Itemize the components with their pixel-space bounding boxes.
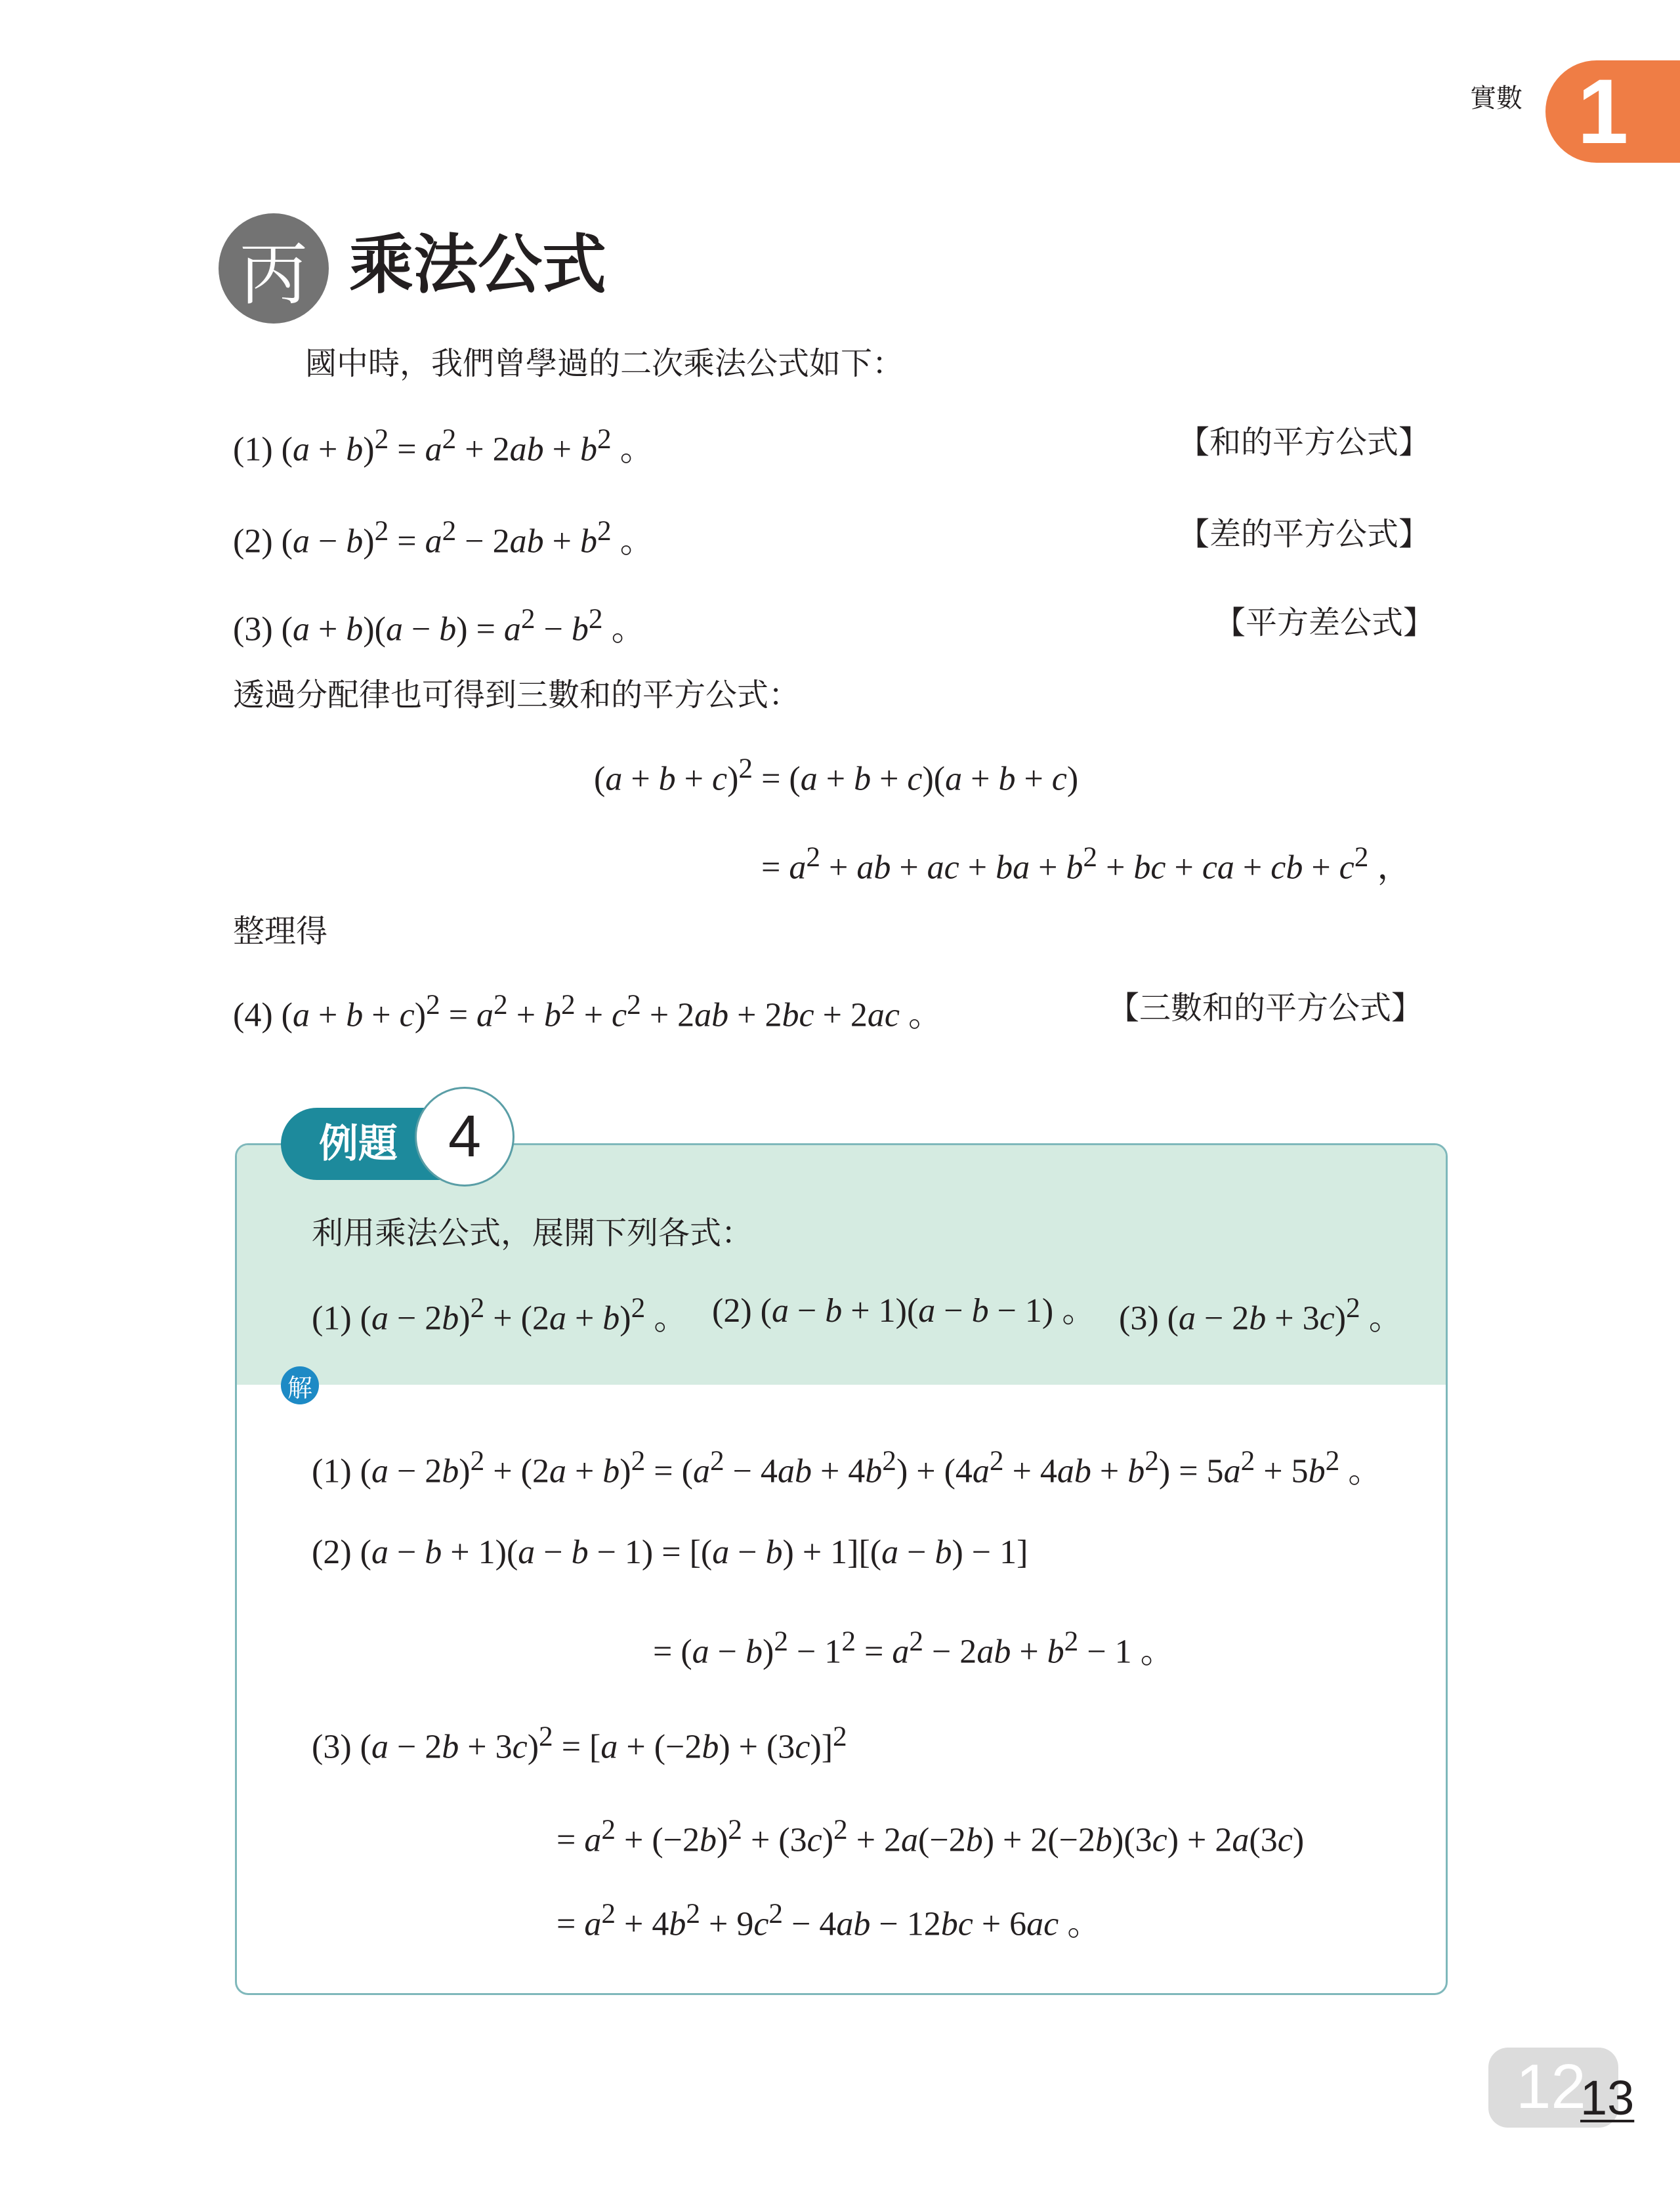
example-part-1: (1) $(a - 2b)^2 + (2a + b)^2$ 。 — [312, 1292, 688, 1337]
formula-2-label: 【差的平方公式】 — [1178, 516, 1431, 553]
solution-2-line-2: = $(a - b)^2 - 1^2 = a^2 - 2ab + b^2 - 1$ 。 — [653, 1626, 1175, 1671]
formula-2-number: (2) — [233, 522, 273, 560]
distributive-intro: 透過分配律也可得到三數和的平方公式： — [233, 677, 801, 713]
page-number-right: 13 — [1580, 2071, 1635, 2125]
formula-4-label: 【三數和的平方公式】 — [1108, 990, 1423, 1026]
example-part-3: (3) $(a - 2b + 3c)^2$ 。 — [1119, 1292, 1403, 1337]
formula-1-label: 【和的平方公式】 — [1178, 424, 1431, 461]
section-title: 乘法公式 — [349, 228, 607, 303]
formula-3-label: 【平方差公式】 — [1214, 604, 1435, 641]
solution-2-number: (2) — [312, 1534, 352, 1571]
solution-2-line-1: (2) (a − b + 1)(a − b − 1) = [(a − b) + 1][(a − b) − 1] — [312, 1534, 1028, 1571]
chapter-number: 1 — [1577, 60, 1629, 163]
intro-text: 國中時，我們曾學過的二次乘法公式如下： — [305, 345, 904, 382]
solution-1-number: (1) — [312, 1452, 352, 1490]
example-number: 4 — [415, 1087, 514, 1187]
solution-badge: 解 — [281, 1366, 319, 1404]
section-marker: 丙 — [219, 213, 329, 324]
page-number-left: 12 — [1516, 2051, 1586, 2122]
solution-1: (1) $(a - 2b)^2 + (2a + b)^2 = (a^2 - 4ab + 4b^2) + (4a^2 + 4ab + b^2) = 5a^2 + 5b^2$ 。 — [312, 1445, 1383, 1490]
arrange-text: 整理得 — [233, 913, 328, 950]
formula-4-number: (4) — [233, 996, 273, 1034]
derivation-line-2: = $a^2$ + ab + ac + ba + $b^2$ + bc + ca + cb + $c^2$ ， — [761, 841, 1412, 887]
solution-3-line-2: = $a^2 + (-2b)^2 + (3c)^2 + 2a(-2b) + 2(-2b)(3c) + 2a(3c)$ — [556, 1814, 1305, 1859]
solution-3-line-3: = $a^2 + 4b^2 + 9c^2 - 4ab - 12bc + 6ac$ 。 — [556, 1898, 1102, 1943]
example-label: 例題 — [319, 1121, 398, 1167]
formula-1: (1) $(a + b)^2 = a^2 + 2ab + b^2$ 。 — [233, 423, 654, 469]
formula-2: (2) $(a - b)^2 = a^2 - 2ab + b^2$ 。 — [233, 515, 654, 560]
example-part-2-number: (2) — [712, 1292, 752, 1330]
formula-3-number: (3) — [233, 610, 273, 648]
example-part-1-number: (1) — [312, 1299, 352, 1337]
chapter-tab — [1545, 60, 1680, 163]
derivation-line-1: $(a + b + c)^2 = (a + b + c)(a + b + c)$ — [594, 753, 1079, 798]
example-prompt: 利用乘法公式，展開下列各式： — [312, 1215, 753, 1252]
example-question-area — [237, 1145, 1446, 1385]
formula-4: (4) $(a + b + c)^2 = a^2 + b^2 + c^2 + 2ab + 2bc + 2ac$ 。 — [233, 989, 942, 1034]
example-part-2: (2) (a − b + 1)(a − b − 1) 。 — [712, 1292, 1097, 1330]
solution-3-number: (3) — [312, 1728, 352, 1766]
formula-3: (3) $(a + b)(a - b) = a^2 - b^2$ 。 — [233, 603, 646, 648]
example-part-3-number: (3) — [1119, 1299, 1159, 1337]
formula-1-number: (1) — [233, 431, 273, 469]
chapter-label: 實數 — [1470, 83, 1522, 114]
solution-3-line-1: (3) $(a - 2b + 3c)^2 = [a + (-2b) + (3c)]^2$ — [312, 1721, 847, 1766]
